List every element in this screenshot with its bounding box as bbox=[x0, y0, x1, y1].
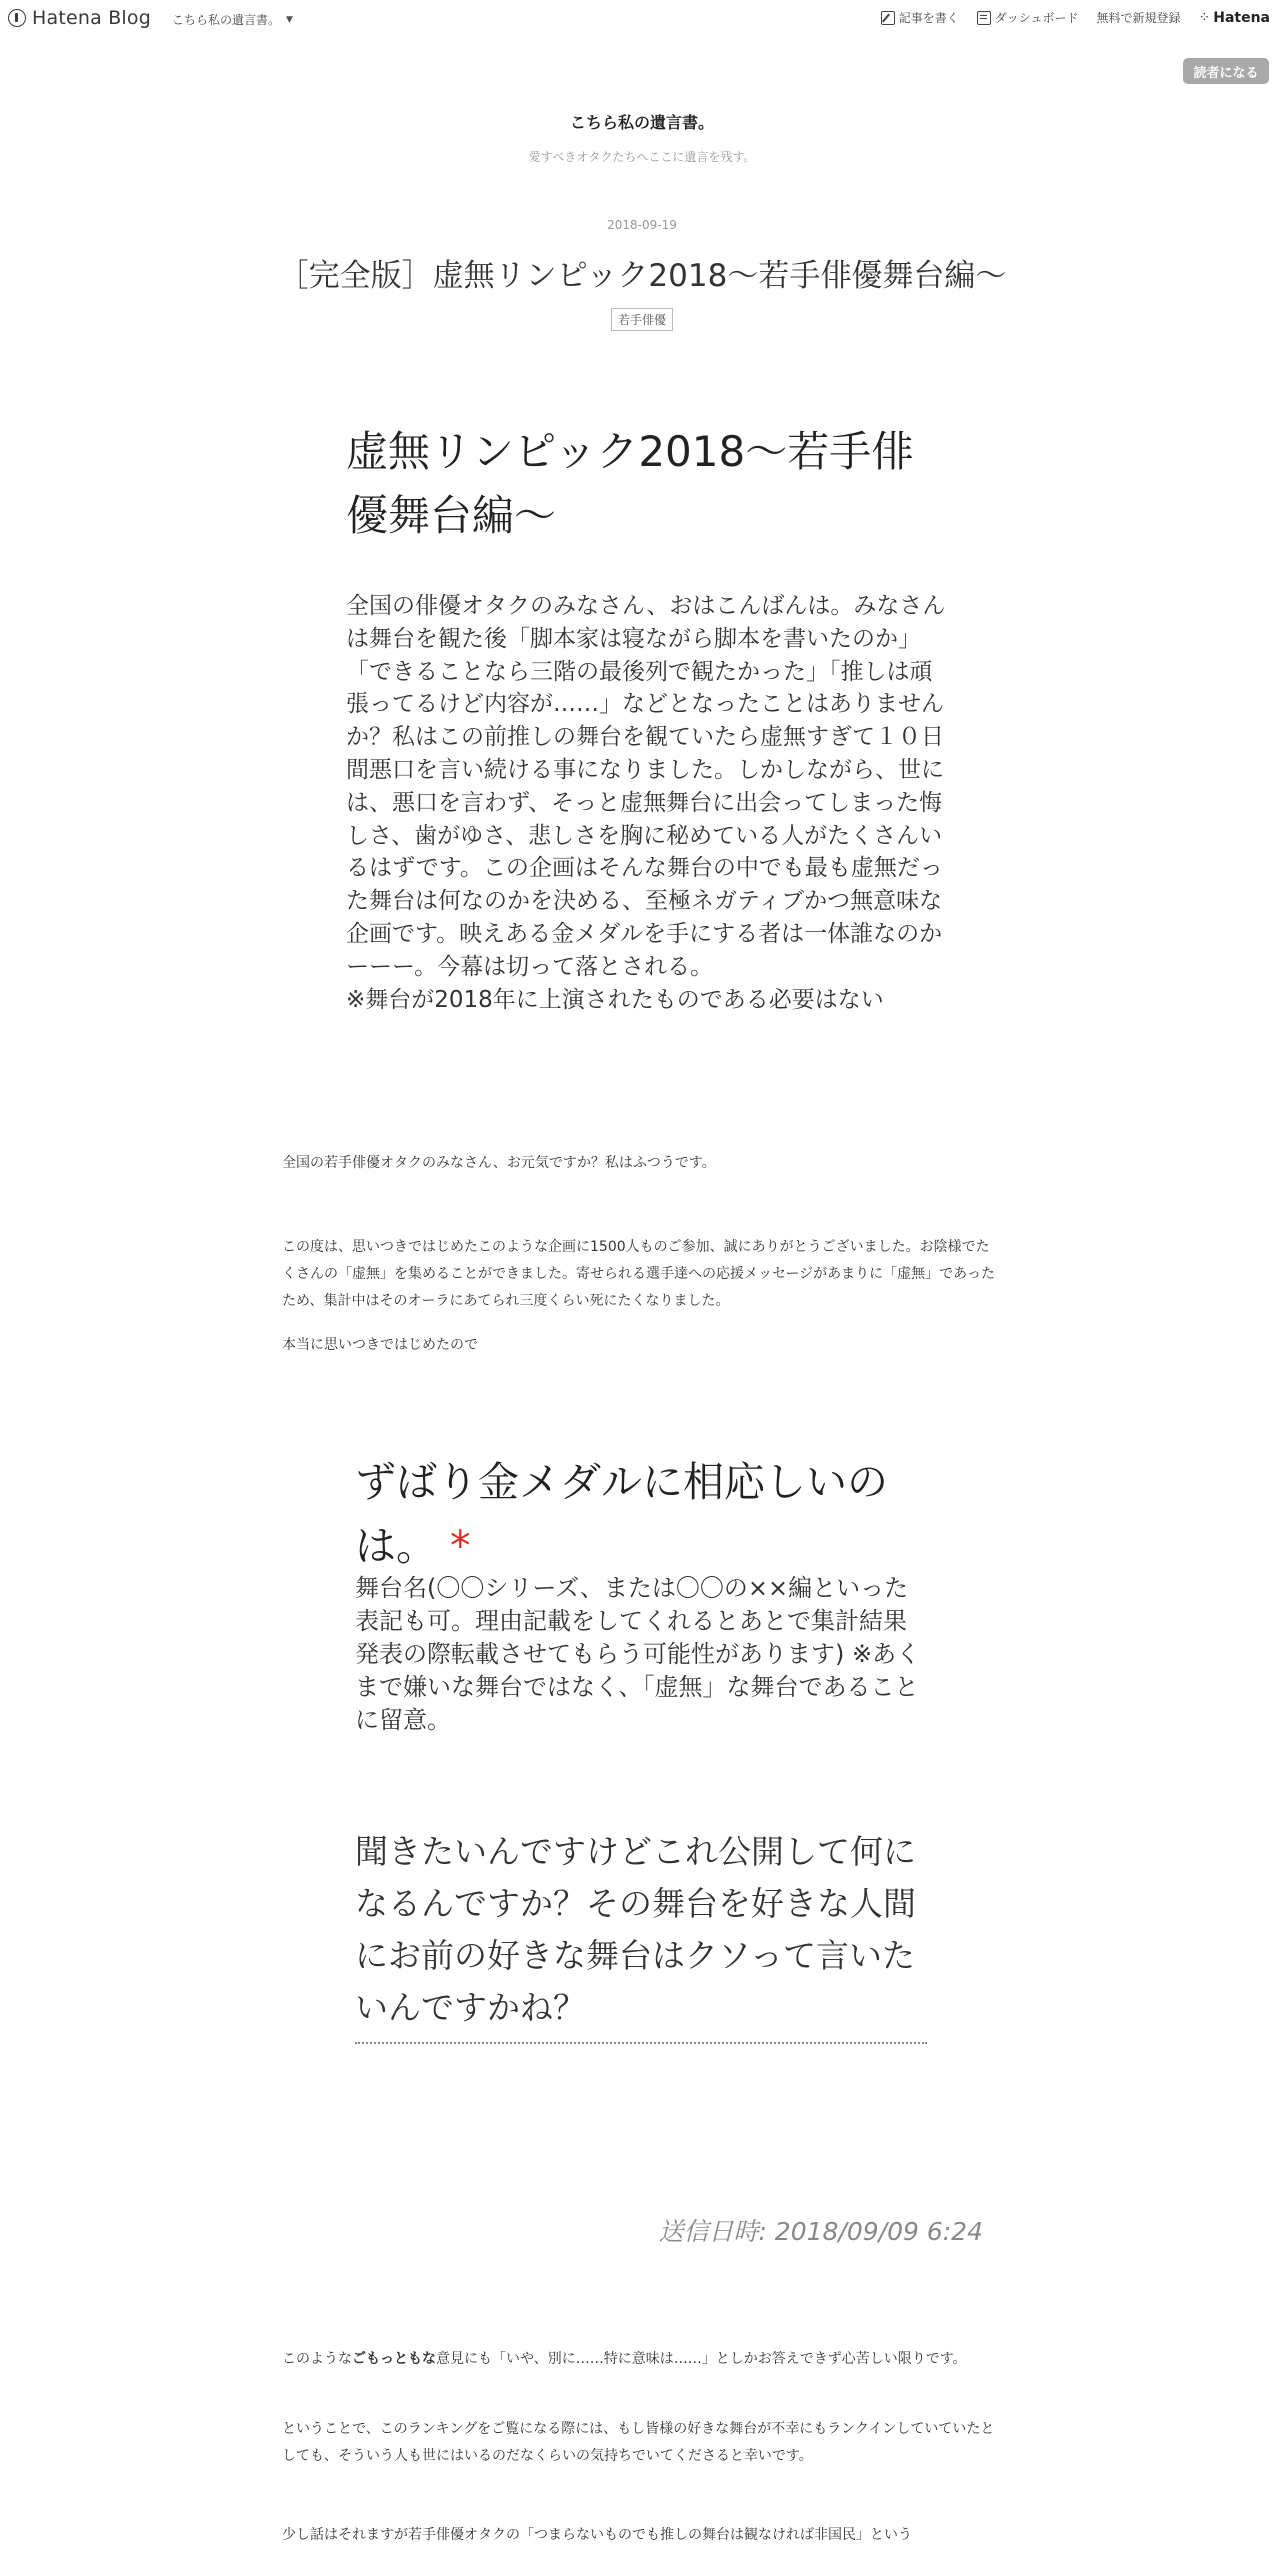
paragraph-reasonable bbox=[282, 2346, 1002, 2373]
hatena-blog-icon bbox=[8, 9, 26, 27]
blog-switcher[interactable] bbox=[172, 11, 293, 28]
required-mark: * bbox=[450, 1522, 471, 1570]
edit-icon bbox=[881, 11, 895, 25]
entry-date[interactable]: 2018-09-19 bbox=[607, 218, 677, 232]
form-title: 虚無リンピック2018〜若手俳優舞台編〜 bbox=[346, 427, 914, 540]
paragraph-aside: 少し話はそれますが若手俳優オタクの「つまらないものでも推しの舞台は観なければ非国民」という bbox=[282, 2527, 912, 2543]
question-description: 舞台名(〇〇シリーズ、または〇〇の××編といった表記も可。理由記載をしてくれるとあとで集計結果発表の際転載させてもらう可能性があります) ※あくまで嫌いな舞台ではなく、「虚無」な舞台であることに留意。 bbox=[355, 1574, 921, 1734]
form-description-note: ※舞台が2018年に上演されたものである必要はない bbox=[346, 986, 884, 1013]
p4-bold: ごもっともな bbox=[352, 2351, 436, 2367]
category-tag[interactable]: 若手俳優 bbox=[611, 308, 673, 331]
answer-underline bbox=[355, 2042, 927, 2044]
brand-text: Hatena Blog bbox=[32, 7, 151, 29]
paragraph-greeting: 全国の若手俳優オタクのみなさん、お元気ですか？私はふつうです。 bbox=[282, 1155, 716, 1171]
hatena-blog-logo[interactable] bbox=[8, 7, 151, 29]
caret-down-icon: ▼ bbox=[286, 14, 293, 25]
paragraph-intro: 本当に思いつきではじめたので bbox=[282, 1337, 478, 1353]
paragraph-ranking-note: ということで、このランキングをご覧になる際には、もし皆様の好きな舞台が不幸にもランクインしていていたとしても、そういう人も世にはいるのだなくらいの気持ちでいてくださると幸いです。 bbox=[282, 2421, 995, 2464]
sent-timestamp: 送信日時: 2018/09/09 6:24 bbox=[658, 2217, 983, 2246]
form-description-text: 全国の俳優オタクのみなさん、おはこんばんは。みなさんは舞台を観た後「脚本家は寝ながら脚本を書いたのか」「できることなら三階の最後列で観たかった」「推しは頑張ってるけど内容が……」などとなったことはありませんか？私はこの前推しの舞台を観ていたら虚無すぎて１０日間悪口を言い続ける事になりました。しかしながら、世には、悪口を言わず、そっと虚無舞台に出会ってしまった悔しさ、歯がゆさ、悲しさを胸に秘めている人がたくさんいるはずです。この企画はそんな舞台の中でも最も虚無だった舞台は何なのかを決める、至極ネガティブかつ無意味な企画です。映えある金メダルを手にする者は一体誰なのかーーー。今幕は切って落とされる。 bbox=[346, 593, 946, 980]
subscribe-button[interactable]: 読者になる bbox=[1183, 58, 1269, 84]
dashboard-icon bbox=[977, 11, 991, 25]
write-article-label: 記事を書く bbox=[898, 11, 959, 25]
question-title-text: ずばり金メダルに相応しいのは。 bbox=[355, 1458, 888, 1570]
blog-description: 愛すべきオタクたちへここに遺言を残す。 bbox=[528, 150, 756, 164]
signup-link[interactable] bbox=[1096, 9, 1180, 26]
global-nav bbox=[881, 9, 1270, 26]
signup-label: 無料で新規登録 bbox=[1096, 11, 1181, 25]
entry-categories bbox=[0, 308, 1284, 331]
form-description bbox=[346, 590, 952, 1016]
hatena-dots-icon: ⁘ bbox=[1198, 9, 1210, 26]
blog-title[interactable]: こちら私の遺言書。 bbox=[569, 113, 714, 132]
question-title bbox=[355, 1450, 925, 1578]
question-answer: 聞きたいんですけどこれ公開して何になるんですか？その舞台を好きな人間にお前の好きな舞台はクソって言いたいんですかね？ bbox=[355, 1832, 916, 2027]
paragraph-thanks: この度は、思いつきではじめたこのような企画に1500人ものご参加、誠にありがとうございました。お陰様でたくさんの「虚無」を集めることができました。寄せられる選手達への応援メッセージがあまりに「虚無」であったため、集計中はそのオーラにあてられ三度くらい死にたくなりました。 bbox=[282, 1239, 996, 1309]
p4-post: 意見にも「いや、別に……特に意味は……」としかお答えできず心苦しい限りです。 bbox=[436, 2351, 967, 2367]
blog-switcher-label: こちら私の遺言書。 bbox=[172, 13, 281, 27]
global-header bbox=[0, 0, 1284, 38]
dashboard-link[interactable] bbox=[977, 9, 1079, 26]
hatena-link[interactable] bbox=[1199, 10, 1271, 26]
hatena-label: Hatena bbox=[1213, 9, 1270, 26]
entry-title[interactable]: ［完全版］虚無リンピック2018〜若手俳優舞台編〜 bbox=[277, 258, 1007, 294]
dashboard-label: ダッシュボード bbox=[994, 11, 1079, 25]
write-article-link[interactable] bbox=[881, 9, 959, 26]
p4-pre: このような bbox=[282, 2351, 352, 2367]
